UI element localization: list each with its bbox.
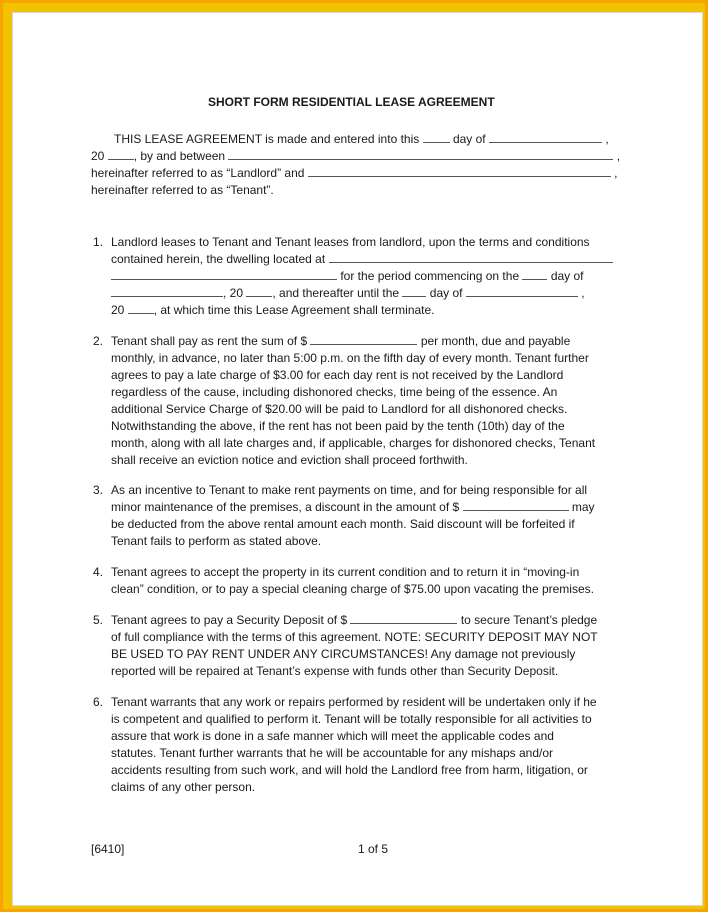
clause-2-line: shall receive an eviction notice and eviction shall proceed forthwith. (111, 453, 468, 467)
clause-6-line: claims of any other person. (111, 780, 256, 794)
form-number: [6410] (91, 842, 125, 856)
document-page (12, 12, 703, 906)
clause-3-line: Tenant fails to perform as stated above. (111, 534, 322, 548)
blank-day[interactable] (423, 131, 450, 143)
clause-5-pledge: to secure Tenant’s pledge (460, 613, 598, 627)
landlord-ref: hereinafter referred to as “Landlord” and (91, 166, 305, 180)
blank-deposit-amount[interactable] (350, 612, 457, 624)
clause-3-line-1: As an incentive to Tenant to make rent payments on time, and for being responsible for all (111, 483, 588, 497)
clause-2-line: month, along with all late charges and, if applicable, charges for dishonored checks, Tenant (111, 436, 596, 450)
clause-number: 1. (93, 235, 104, 249)
blank-tenant-name[interactable] (308, 165, 611, 177)
clause-6-line: accidents resulting from such work, and will hold the Landlord free from harm, litigation, or (111, 763, 588, 777)
blank-start-day[interactable] (522, 268, 547, 280)
page-indicator: 1 of 5 (358, 842, 389, 856)
blank-month[interactable] (489, 131, 602, 143)
clause-6-line: is competent and qualified to perform it. Tenant will be totally responsible for all activities to (111, 712, 592, 726)
clause-1-line-1: Landlord leases to Tenant and Tenant leases from landlord, upon the terms and conditions (111, 235, 590, 249)
clause-1-terminate: , at which time this Lease Agreement shall terminate. (153, 303, 435, 317)
clause-6-line: statutes. Tenant further warrants that he will be accountable for any mishaps and/or (111, 746, 554, 760)
intro-day-label: day of (452, 132, 486, 146)
clause-number: 2. (93, 334, 104, 348)
intro-text: THIS LEASE AGREEMENT is made and entered into this (114, 132, 420, 146)
blank-end-month[interactable] (466, 285, 578, 297)
intro-comma-3: , (614, 166, 618, 180)
clause-1-period: for the period commencing on the (340, 269, 520, 283)
intro-line-3 (91, 165, 618, 182)
clause-1-dayof: day of (550, 269, 584, 283)
clause-4-line: Tenant agrees to accept the property in its current condition and to return it in “moving-in (111, 565, 580, 579)
year-prefix: 20 (91, 149, 105, 163)
clause-3-line: be deducted from the above rental amount each month. Said discount will be forfeited if (111, 517, 575, 531)
clause-1-year-prefix: 20 (111, 303, 125, 317)
clause-3-line-2 (111, 499, 595, 516)
blank-address-cont[interactable] (111, 268, 337, 280)
blank-discount-amount[interactable] (463, 499, 569, 511)
clause-2-line-1 (111, 333, 570, 350)
clause-3-may: may (571, 500, 595, 514)
clause-number: 4. (93, 565, 104, 579)
clause-5-deposit: Tenant agrees to pay a Security Deposit of $ (111, 613, 348, 627)
clause-1-line-5 (111, 302, 435, 319)
clause-1-text: contained herein, the dwelling located at (111, 252, 326, 266)
clause-number: 5. (93, 613, 104, 627)
blank-start-month[interactable] (111, 285, 223, 297)
clause-1-line-2 (111, 251, 613, 268)
blank-end-day[interactable] (402, 285, 426, 297)
blank-end-year[interactable] (128, 302, 154, 314)
blank-year[interactable] (108, 148, 134, 160)
clause-5-line: of full compliance with the terms of this agreement. NOTE: SECURITY DEPOSIT MAY NOT (111, 630, 598, 644)
document-title: SHORT FORM RESIDENTIAL LEASE AGREEMENT (208, 95, 495, 109)
clause-number: 3. (93, 483, 104, 497)
clause-1-line-4 (111, 285, 585, 302)
clause-2-per-month: per month, due and payable (420, 334, 571, 348)
clause-2-line: agrees to pay a late charge of $3.00 for each day rent is not received by the Landlord (111, 368, 564, 382)
clause-6-line: Tenant warrants that any work or repairs performed by resident will be undertaken only if he (111, 695, 597, 709)
clause-2-rent: Tenant shall pay as rent the sum of $ (111, 334, 308, 348)
intro-line-2 (91, 148, 620, 165)
clause-2-line: regardless of the cause, including dishonored checks, time being of the essence. An (111, 385, 558, 399)
clause-1-until: , and thereafter until the (272, 286, 400, 300)
clause-2-line: additional Service Charge of $20.00 will be paid to Landlord for all dishonored checks. (111, 402, 568, 416)
clause-5-line: reported will be repaired at Tenant’s expense with funds other than Security Deposit. (111, 664, 559, 678)
document-frame (3, 3, 705, 909)
blank-address[interactable] (329, 251, 613, 263)
clause-5-line: BE USED TO PAY RENT UNDER ANY CIRCUMSTANCES! Any damage not previously (111, 647, 576, 661)
intro-line-4: hereinafter referred to as “Tenant”. (91, 183, 274, 197)
intro-comma: , (605, 132, 609, 146)
clause-2-line: Notwithstanding the above, if the rent has not been paid by the tenth (10th) day of the (111, 419, 565, 433)
clause-2-line: monthly, in advance, no later than 5:00 p.m. on the fifth day of every month. Tenant further (111, 351, 589, 365)
clause-1-year: , 20 (223, 286, 244, 300)
clause-6-line: assure that work is done in a safe manner which will meet the applicable codes and (111, 729, 554, 743)
blank-landlord-name[interactable] (228, 148, 613, 160)
clause-3-discount: minor maintenance of the premises, a discount in the amount of $ (111, 500, 460, 514)
intro-line-1 (114, 131, 609, 148)
intro-between: , by and between (133, 149, 226, 163)
clause-5-line-1 (111, 612, 597, 629)
clause-number: 6. (93, 695, 104, 709)
blank-start-year[interactable] (246, 285, 272, 297)
clause-4-line: clean” condition, or to pay a special cleaning charge of $75.00 upon vacating the premises. (111, 582, 594, 596)
clause-1-line-3 (111, 268, 584, 285)
clause-1-dayof-2: day of (429, 286, 463, 300)
clause-1-comma: , (581, 286, 585, 300)
intro-comma-2: , (616, 149, 621, 163)
blank-rent-amount[interactable] (310, 333, 417, 345)
